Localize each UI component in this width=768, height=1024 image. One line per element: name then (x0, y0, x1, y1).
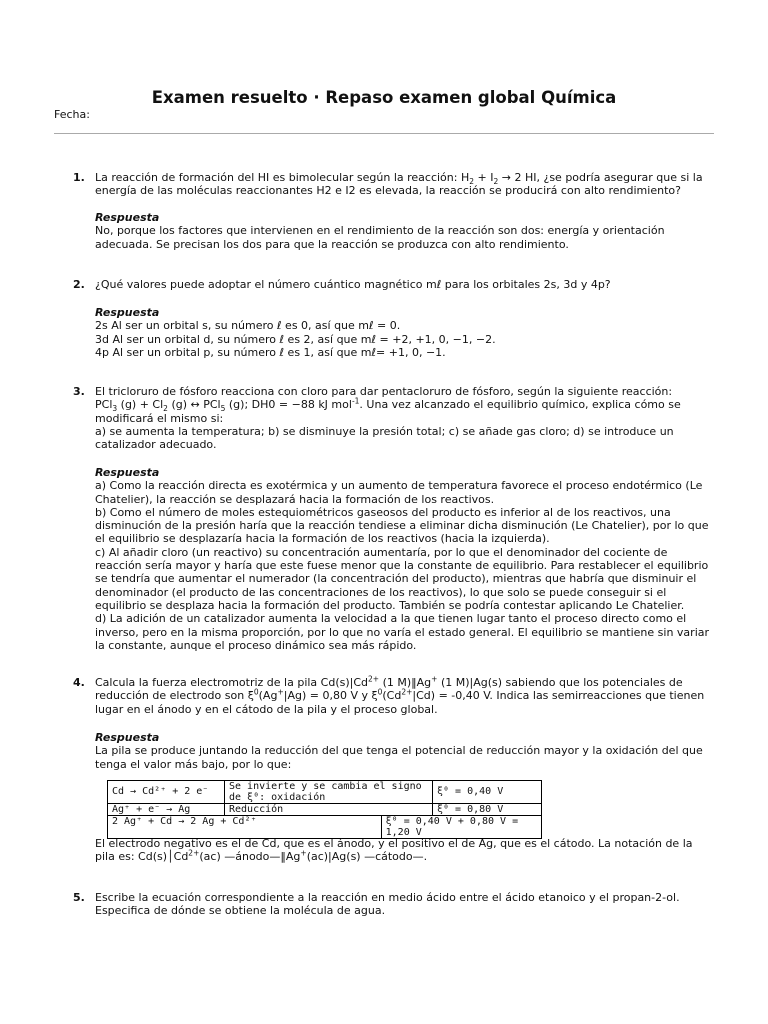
respuesta-label: Respuesta (95, 306, 160, 319)
answer-line: 3d Al ser un orbital d, su número ℓ es 2, así que mℓ = +2, +1, 0, −1, −2. (95, 332, 496, 346)
answer-line: 2s Al ser un orbital s, su número ℓ es 0, así que mℓ = 0. (95, 319, 401, 333)
answer-part-d: d) La adición de un catalizador aumenta la velocidad a la que tienen lugar tanto el proceso directo como el inverso, pero en la misma proporción, por lo que no varía el estado general. El equilibrio se mantiene sin variar la constante, aunque el proceso dinámico sea más rápido. (95, 612, 710, 652)
question-text: Calcula la fuerza electromotriz de la pila $Cd(s)|Cd^{2+}$ (1 M)‖Ag+ (1 M)|Ag(s) sabiendo que los potenciales de reducción de electrodo son $\xi^0(Ag^+|Ag) = 0,80$ V y $\xi^0(Cd^{2+}|Cd) = -0,40$ V. Indica las semirreacciones que tienen lugar en el ánodo y en el cátodo de la pila y el proceso global. (95, 674, 705, 716)
question-number: 5. (73, 891, 85, 904)
question-number: 4. (73, 676, 85, 689)
table-row (108, 816, 542, 839)
table-row (108, 804, 542, 816)
answer-part-c: c) Al añadir cloro (un reactivo) su concentración aumentaría, por lo que el denominador del cociente de reacción sería mayor y haría que este fuese menor que la constante de equilibrio. Para restablecer el equilibrio se tendría que aumentar el numerador (la concentración del producto), mientras que habría que disminuir el denominador (el producto de las concentraciones de los reactivos), lo que solo se puede conseguir si el equilibrio se desplaza hacia la formación del producto. También se podría contestar aplicando Le Chatelier. (95, 545, 709, 612)
half-reactions-table (107, 780, 542, 839)
question-1 (73, 171, 710, 198)
table-row (108, 781, 542, 804)
answer-part-a: a) Como la reacción directa es exotérmica y un aumento de temperatura favorece el proceso endotérmico (Le Chatelier), la reacción se desplazará hacia la formación de los reactivos. (95, 479, 703, 506)
question-text: El tricloruro de fósforo reacciona con cloro para dar pentacloruro de fósforo, según la siguiente reacción: (95, 385, 673, 398)
respuesta-label: Respuesta (95, 466, 160, 479)
question-number: 2. (73, 278, 85, 291)
fecha-label: Fecha: (54, 108, 90, 121)
answer-4-notation: El electrodo negativo es el de Cd, que es el ánodo, y el positivo el de Ag, que es el cátodo. La notación de la pila es: $Cd(s)│Cd^{2+}(ac)$ —ánodo—‖Ag+(ac)|Ag(s) —cátodo—. (95, 837, 693, 864)
table-cell: Cd → Cd²⁺ + 2 e⁻ (108, 781, 225, 804)
question-4 (73, 674, 710, 716)
question-2 (73, 278, 710, 291)
answer-part-b: b) Como el número de moles estequiométricos gaseosos del producto es inferior al de los reactivos, una disminución de la presión haría que la reacción tendiese a eliminar dicha disminución (Le Chatelier), por lo que el equilibrio se desplazaría hacia la formación de los reactivos (hacia la izquierda). (95, 505, 709, 546)
header-divider (54, 133, 714, 134)
table-cell: Reducción (225, 804, 433, 816)
table-cell: ξ⁰ = 0,40 V + 0,80 V = 1,20 V (381, 816, 541, 839)
table-cell: Ag⁺ + e⁻ → Ag (108, 804, 225, 816)
respuesta-label: Respuesta (95, 731, 160, 744)
question-number: 1. (73, 171, 85, 184)
question-number: 3. (73, 385, 85, 398)
question-3 (73, 385, 710, 452)
question-text: La reacción de formación del HI es bimolecular según la reacción: $H_2 + I_2 \to 2$ HI, ¿se podría asegurar que si la energía de las moléculas reaccionantes H2 e I2 es elevada, la reacción se producirá con alto rendimiento? (95, 171, 703, 198)
table-cell: ξ⁰ = 0,40 V (433, 781, 542, 804)
answer-4 (95, 731, 710, 771)
reaction-equation: PCl$_3$ $(g) + Cl_2$ (g) ↔ PCl$_5$ (g); DH0 = −88 kJ mol$^{-1}$. Una vez alcanzado el equilibrio químico, explica cómo se modificará el mismo si: (95, 396, 681, 425)
answer-3 (95, 466, 710, 652)
question-options: a) se aumenta la temperatura; b) se disminuye la presión total; c) se añade gas cloro; d) se introduce un catalizador adecuado. (95, 424, 674, 452)
question-5 (73, 891, 710, 918)
answer-2 (95, 306, 710, 359)
page-title: Examen resuelto · Repaso examen global Química (151, 88, 617, 107)
answer-text: La pila se produce juntando la reducción del que tenga el potencial de reducción mayor y la oxidación del que tenga el valor más bajo, por lo que: (95, 744, 703, 771)
respuesta-label: Respuesta (95, 211, 160, 224)
table-cell: Se invierte y se cambia el signo de ξ⁰: oxidación (225, 781, 433, 804)
table-cell: 2 Ag⁺ + Cd → 2 Ag + Cd²⁺ (108, 816, 382, 839)
answer-line: 4p Al ser un orbital p, su número ℓ es 1, así que mℓ= +1, 0, −1. (95, 345, 446, 359)
answer-1 (95, 211, 710, 251)
table-cell: ξ⁰ = 0,80 V (433, 804, 542, 816)
question-text: ¿Qué valores puede adoptar el número cuántico magnético mℓ para los orbitales 2s, 3d y 4p? (95, 278, 611, 291)
question-text: Escribe la ecuación correspondiente a la reacción en medio ácido entre el ácido etanoico y el propan-2-ol. Especifica de dónde se obtiene la molécula de agua. (95, 891, 680, 918)
answer-text: No, porque los factores que intervienen en el rendimiento de la reacción son dos: energía y orientación adecuada. Se precisan los dos para que la reacción se produzca con alto rendimiento. (95, 224, 665, 251)
